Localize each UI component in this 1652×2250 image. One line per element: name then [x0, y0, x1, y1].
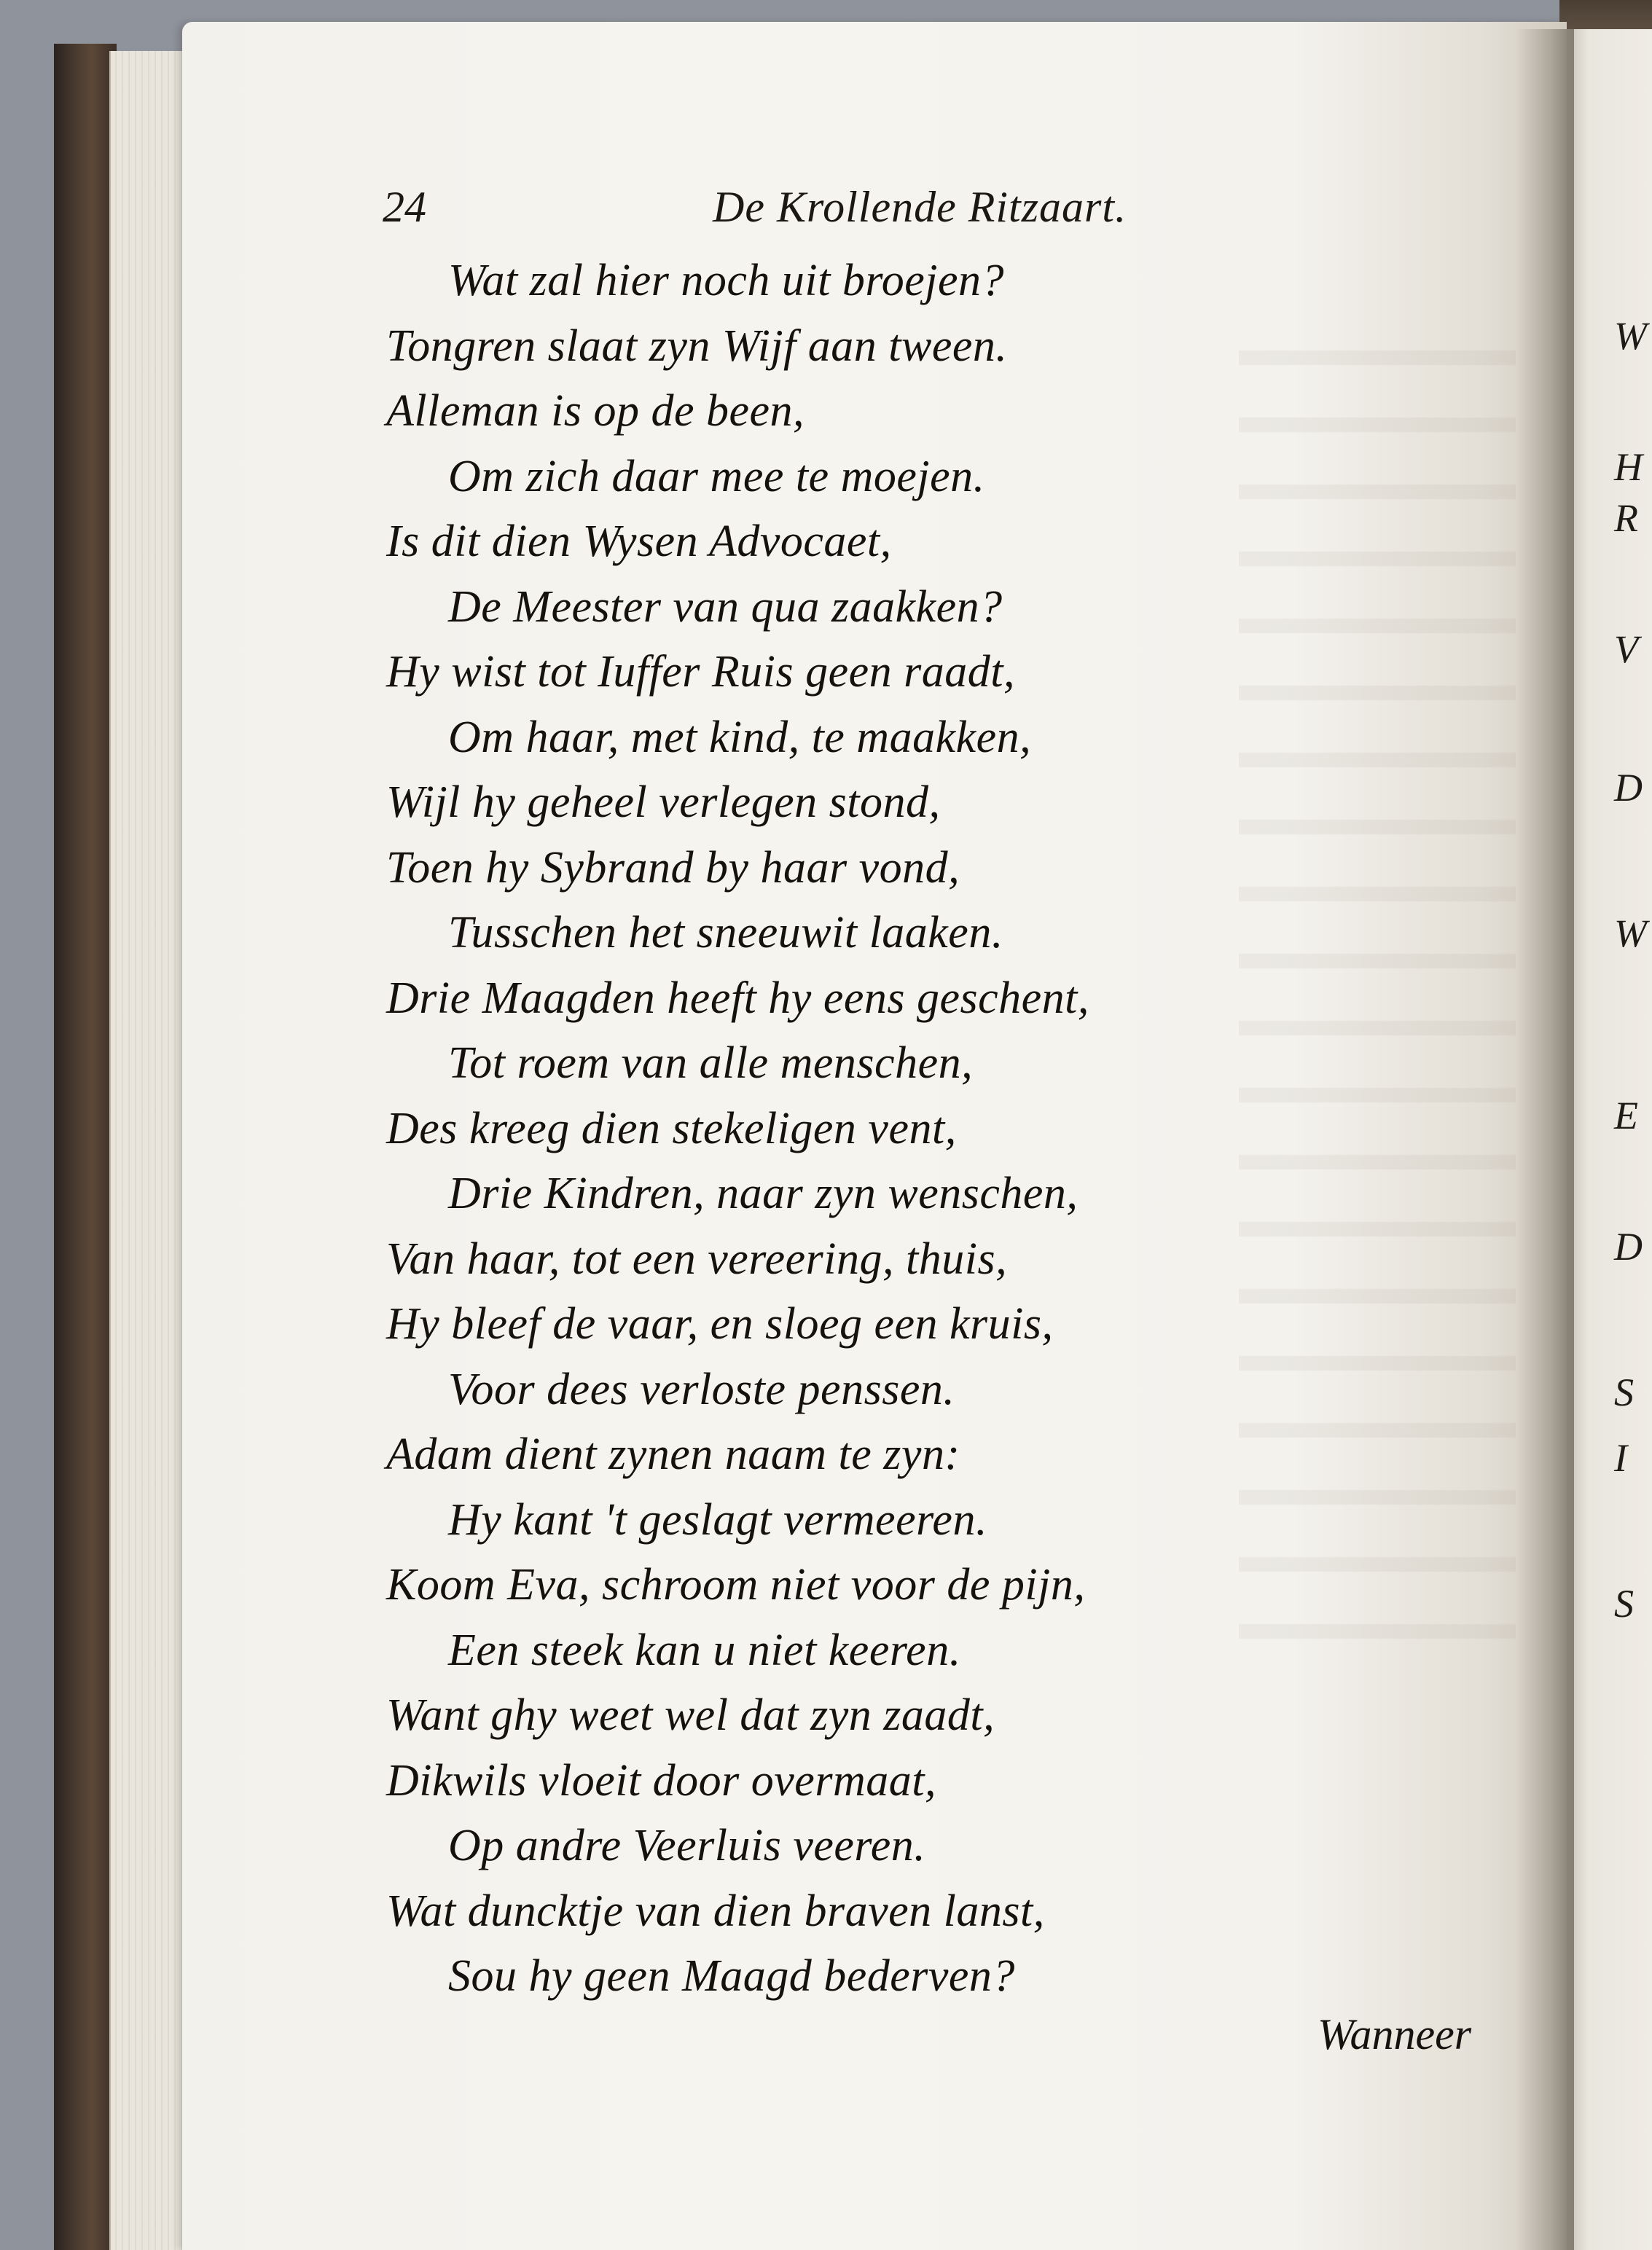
- verse-line: Voor dees verloste penssen.: [448, 1364, 955, 1414]
- verse-line: Dikwils vloeit door overmaat,: [386, 1755, 936, 1806]
- verse-line: Alleman is op de been,: [386, 386, 805, 436]
- edge-letter: E: [1614, 1094, 1638, 1137]
- edge-letter: R: [1614, 496, 1638, 540]
- verse-line: Toen hy Sybrand by haar vond,: [386, 842, 960, 893]
- catchword: Wanneer: [1318, 2010, 1472, 2058]
- verse-line: Tusschen het sneeuwit laaken.: [448, 908, 1003, 957]
- facing-page: [1567, 29, 1652, 2250]
- verse-line: Koom Eva, schroom niet voor de pijn,: [386, 1560, 1086, 1610]
- edge-letter: D: [1614, 766, 1643, 810]
- verse-line: Hy wist tot Iuffer Ruis geen raadt,: [386, 647, 1016, 697]
- verse-line: Hy kant 't geslagt vermeeren.: [448, 1494, 987, 1545]
- verse-line: Sou hy geen Maagd bederven?: [448, 1951, 1015, 2001]
- verse-line: Want ghy weet wel dat zyn zaadt,: [386, 1690, 995, 1740]
- edge-letter: S: [1614, 1371, 1634, 1414]
- show-through: [1239, 306, 1516, 1690]
- verse-line: Op andre Veerluis veeren.: [448, 1821, 926, 1870]
- verse-line: Hy bleef de vaar, en sloeg een kruis,: [386, 1299, 1054, 1349]
- verse-line: Tot roem van alle menschen,: [448, 1038, 974, 1088]
- verse-line: Van haar, tot een vereering, thuis,: [386, 1234, 1008, 1284]
- page-number: 24: [383, 183, 426, 231]
- edge-letter: W: [1614, 912, 1647, 955]
- verse-line: Wat duncktje van dien braven lanst,: [386, 1886, 1045, 1936]
- book-cover-board: [54, 44, 117, 2250]
- verse-line: Adam dient zynen naam te zyn:: [386, 1430, 960, 1479]
- verse-line: Om haar, met kind, te maakken,: [448, 712, 1032, 762]
- verse-line: Tongren slaat zyn Wijf aan tween.: [386, 321, 1008, 371]
- verse-line: Een steek kan u niet keeren.: [448, 1625, 961, 1675]
- edge-letter: I: [1614, 1436, 1627, 1480]
- edge-letter: V: [1614, 627, 1638, 671]
- verse-line: Wat zal hier noch uit broejen?: [448, 256, 1004, 305]
- verse-line: Drie Kindren, naar zyn wenschen,: [448, 1169, 1079, 1218]
- gutter-shadow: [1516, 29, 1574, 2250]
- verse-line: De Meester van qua zaakken?: [448, 581, 1003, 632]
- verse-line: Des kreeg dien stekeligen vent,: [386, 1103, 957, 1153]
- edge-letter: H: [1614, 445, 1643, 489]
- verse-line: Om zich daar mee te moejen.: [448, 451, 985, 501]
- running-head: [0, 182, 1652, 248]
- edge-letter: W: [1614, 314, 1647, 358]
- running-title: De Krollende Ritzaart.: [713, 183, 1127, 231]
- edge-letter: S: [1614, 1582, 1634, 1626]
- verse-line: Drie Maagden heeft hy eens geschent,: [386, 973, 1089, 1023]
- verse-line: Wijl hy geheel verlegen stond,: [386, 777, 941, 827]
- verse-line: Is dit dien Wysen Advocaet,: [386, 517, 892, 566]
- edge-letter: D: [1614, 1225, 1643, 1269]
